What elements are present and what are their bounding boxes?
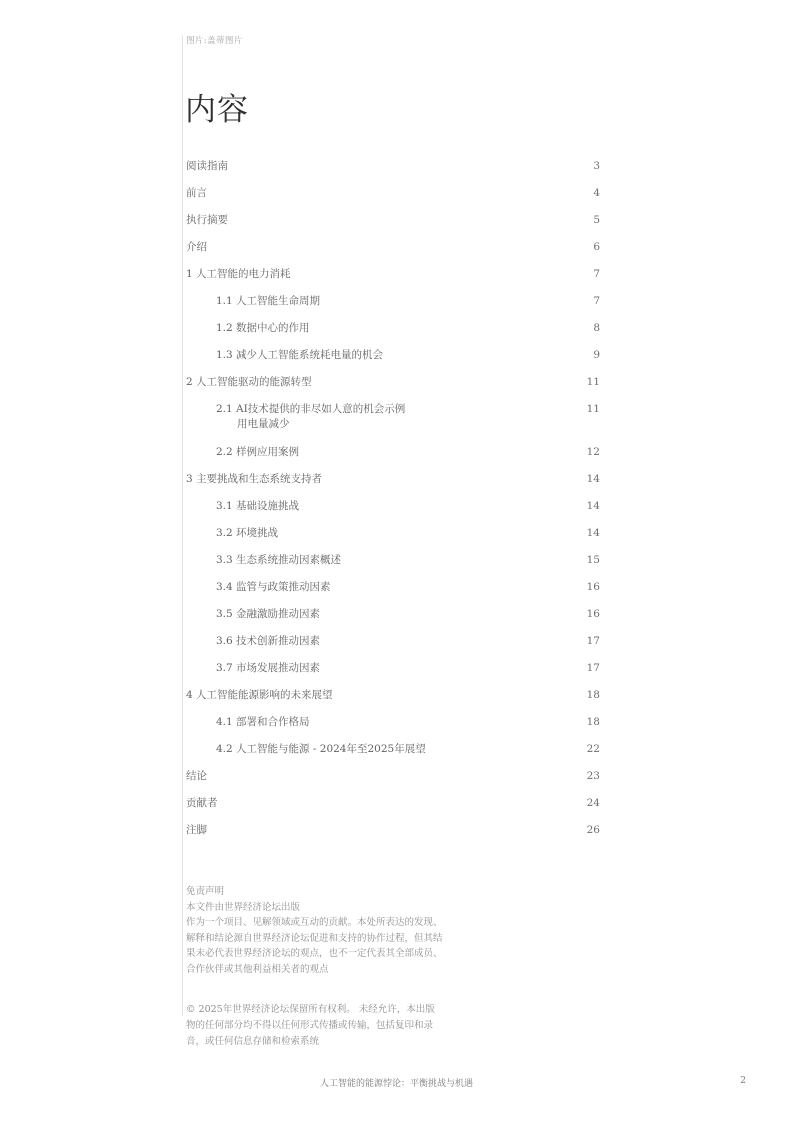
table-of-contents [186, 159, 600, 850]
toc-entry-page: 7 [593, 268, 600, 280]
toc-entry-page: 26 [586, 824, 600, 836]
toc-entry-page: 5 [593, 214, 600, 226]
disclaimer [186, 884, 526, 977]
toc-entry-label [186, 742, 426, 756]
toc-entry-label [186, 769, 207, 783]
toc-entry-label [186, 553, 341, 567]
toc-entry-label [186, 472, 322, 486]
toc-entry[interactable] [186, 580, 600, 594]
toc-entry-label-line1: 2 人工智能驱动的能源转型 [186, 376, 312, 388]
toc-entry-page: 11 [586, 376, 600, 388]
footer-page-number: 2 [740, 1076, 746, 1086]
toc-entry-label-line1: 阅读指南 [186, 160, 228, 172]
toc-entry-label [186, 634, 320, 648]
toc-entry[interactable] [186, 213, 600, 227]
text-line: 果未必代表世界经济论坛的观点，也不一定代表其全部成员、 [186, 948, 443, 959]
toc-entry-label-line1: 1.1 人工智能生命周期 [216, 295, 321, 307]
toc-entry-page: 18 [586, 716, 600, 728]
toc-entry-label-line1: 4 人工智能能源影响的未来展望 [186, 689, 333, 701]
toc-entry-page: 12 [586, 446, 600, 458]
toc-entry-page: 7 [593, 295, 600, 307]
toc-entry[interactable] [186, 634, 600, 648]
toc-entry-page: 4 [593, 187, 600, 199]
toc-entry-page: 24 [586, 797, 600, 809]
toc-entry-label-line1: 前言 [186, 187, 207, 199]
footer-document-title: 人工智能的能源悖论：平衡挑战与机遇 [319, 1079, 473, 1089]
text-line: 合作伙伴或其他利益相关者的观点 [186, 963, 329, 975]
toc-entry-label-line1: 3.5 金融激励推动因素 [216, 608, 321, 620]
toc-entry[interactable] [186, 186, 600, 200]
toc-entry[interactable] [186, 769, 600, 783]
toc-entry-label-line1: 执行摘要 [186, 214, 228, 226]
toc-entry[interactable] [186, 661, 600, 675]
disclaimer-heading: 免责声明 [186, 886, 225, 897]
toc-entry-page: 23 [586, 770, 600, 782]
toc-entry[interactable] [186, 553, 600, 567]
toc-entry-label [186, 375, 312, 389]
toc-entry-page: 17 [586, 635, 600, 647]
text-line: 解释和结论源自世界经济论坛促进和支持的协作过程，但其结 [186, 932, 443, 944]
toc-entry-label [186, 823, 207, 837]
toc-entry-page: 8 [593, 322, 600, 334]
toc-entry-label-line2: 用电量减少 [237, 418, 290, 430]
toc-entry[interactable] [186, 742, 600, 756]
toc-entry[interactable] [186, 499, 600, 513]
toc-entry-label [186, 715, 310, 729]
toc-entry[interactable] [186, 402, 600, 432]
toc-entry-page: 11 [586, 403, 600, 415]
toc-entry-page: 3 [593, 160, 600, 172]
toc-entry-page: 15 [586, 554, 600, 566]
toc-entry-label [186, 267, 291, 281]
toc-entry-label [186, 607, 320, 621]
toc-entry-label [186, 796, 218, 810]
page-footer [0, 1076, 793, 1089]
disclaimer-body [186, 900, 526, 978]
toc-entry-page: 18 [586, 689, 600, 701]
toc-entry-page: 16 [586, 581, 600, 593]
toc-entry-page: 14 [586, 500, 600, 512]
toc-entry-label-line1: 3.4 监管与政策推动因素 [216, 581, 331, 593]
toc-entry-page: 22 [586, 743, 600, 755]
toc-entry-label-line1: 3.3 生态系统推动因素概述 [216, 554, 342, 566]
toc-entry-label [186, 186, 207, 200]
copyright-notice [186, 1002, 526, 1050]
toc-entry[interactable] [186, 267, 600, 281]
toc-entry-page: 14 [586, 527, 600, 539]
toc-entry-page: 17 [586, 662, 600, 674]
toc-entry-label-line1: 1.3 减少人工智能系统耗电量的机会 [216, 349, 384, 361]
toc-entry[interactable] [186, 715, 600, 729]
toc-entry-label-line1: 2.2 样例应用案例 [216, 446, 300, 458]
toc-entry[interactable] [186, 472, 600, 486]
toc-entry[interactable] [186, 348, 600, 362]
toc-entry-label [186, 240, 207, 254]
toc-entry-label [186, 499, 299, 513]
toc-entry[interactable] [186, 796, 600, 810]
toc-entry-label [186, 688, 333, 702]
toc-entry-label [186, 294, 320, 308]
toc-entry-label [186, 661, 320, 675]
text-line: 音，或任何信息存储和检索系统 [186, 1036, 320, 1047]
toc-entry-label-line1: 贡献者 [186, 797, 218, 809]
toc-entry-label [186, 526, 278, 540]
toc-entry-label [186, 445, 299, 459]
toc-entry-label [186, 402, 405, 432]
toc-entry-page: 16 [586, 608, 600, 620]
toc-entry-label-line1: 3.1 基础设施挑战 [216, 500, 300, 512]
toc-entry-label [186, 580, 331, 594]
toc-entry[interactable] [186, 823, 600, 837]
page-title: 内容 [185, 92, 249, 128]
toc-entry-label-line1: 3.7 市场发展推动因素 [216, 662, 321, 674]
toc-entry-label-line1: 1.2 数据中心的作用 [216, 322, 310, 334]
toc-entry-label-line1: 2.1 AI技术提供的非尽如人意的机会示例 [216, 403, 406, 415]
toc-entry-page: 14 [586, 473, 600, 485]
text-line: 本文件由世界经济论坛出版 [186, 901, 301, 913]
toc-entry-label-line1: 4.1 部署和合作格局 [216, 716, 310, 728]
toc-entry-label-line1: 1 人工智能的电力消耗 [186, 268, 291, 280]
toc-entry-label [186, 213, 228, 227]
toc-entry-label-line1: 3.6 技术创新推动因素 [216, 635, 321, 647]
image-credit: 图片:盖蒂图片 [186, 36, 243, 46]
toc-entry[interactable] [186, 240, 600, 254]
text-line: 作为一个项目、见解领域或互动的贡献。本处所表达的发现、 [186, 917, 443, 928]
toc-entry-label-line1: 结论 [186, 770, 207, 782]
toc-entry[interactable] [186, 526, 600, 540]
toc-entry[interactable] [186, 159, 600, 173]
toc-entry[interactable] [186, 445, 600, 459]
toc-entry[interactable] [186, 294, 600, 308]
toc-entry[interactable] [186, 375, 600, 389]
toc-entry[interactable] [186, 607, 600, 621]
left-rule-divider [182, 35, 183, 1016]
toc-entry-label-line1: 3.2 环境挑战 [216, 527, 279, 539]
text-line: 物的任何部分均不得以任何形式传播或传输，包括复印和录 [186, 1020, 434, 1031]
toc-entry-page: 6 [593, 241, 600, 253]
toc-entry-label-line1: 注脚 [186, 824, 207, 836]
toc-entry-label-line1: 3 主要挑战和生态系统支持者 [186, 473, 323, 485]
toc-entry-label [186, 159, 228, 173]
toc-entry[interactable] [186, 321, 600, 335]
toc-entry-label [186, 321, 310, 335]
text-line: © 2025年世界经济论坛保留所有权利。 未经允许，本出版 [186, 1004, 435, 1015]
toc-entry[interactable] [186, 688, 600, 702]
toc-entry-label [186, 348, 383, 362]
toc-entry-page: 9 [593, 349, 600, 361]
toc-entry-label-line1: 4.2 人工智能与能源 - 2024年至2025年展望 [216, 743, 426, 755]
toc-entry-label-line1: 介绍 [186, 241, 207, 253]
